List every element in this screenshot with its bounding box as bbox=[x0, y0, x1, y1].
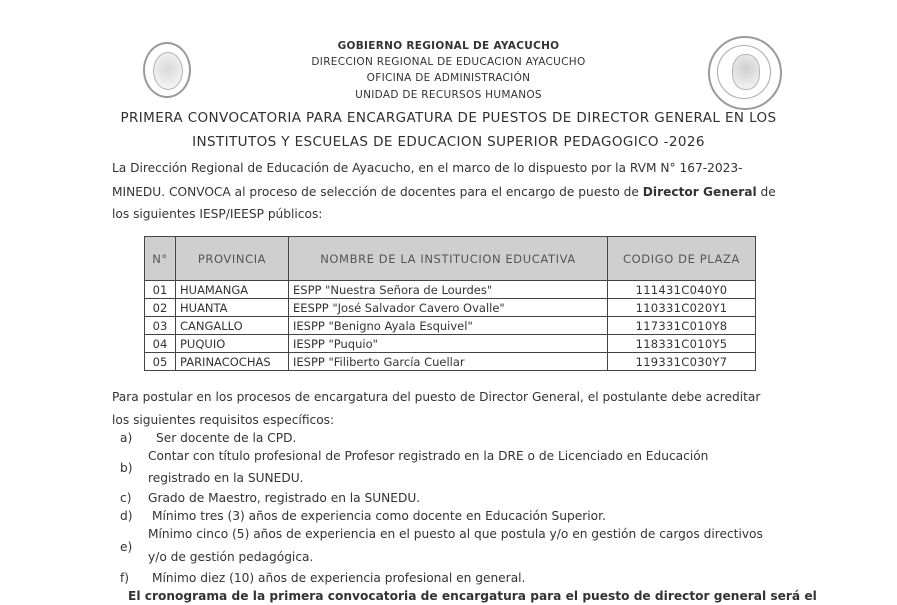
requirements-intro-line1: Para postular en los procesos de encargatura del puesto de Director General, el postulante debe acreditar bbox=[112, 390, 761, 404]
intro-line3: los siguientes IESP/IEESP públicos: bbox=[112, 207, 323, 221]
cell-code: 117331C010Y8 bbox=[608, 317, 756, 335]
cell-province: HUAMANGA bbox=[176, 281, 289, 299]
requirement-text: Mínimo diez (10) años de experiencia profesional en general. bbox=[152, 571, 526, 585]
cell-code: 110331C020Y1 bbox=[608, 299, 756, 317]
institutions-table bbox=[144, 236, 756, 371]
table-row bbox=[145, 353, 756, 371]
table-row bbox=[145, 281, 756, 299]
cell-number: 04 bbox=[145, 335, 176, 353]
col-header-code: CODIGO DE PLAZA bbox=[608, 237, 756, 281]
cell-code: 118331C010Y5 bbox=[608, 335, 756, 353]
cell-number: 02 bbox=[145, 299, 176, 317]
cell-province: PUQUIO bbox=[176, 335, 289, 353]
requirement-text-cont: registrado en la SUNEDU. bbox=[148, 471, 304, 485]
requirement-text: Mínimo cinco (5) años de experiencia en el puesto al que postula y/o en gestión de cargos directivos bbox=[148, 527, 763, 541]
header-directorate: DIRECCION REGIONAL DE EDUCACION AYACUCHO bbox=[311, 56, 586, 68]
col-header-number: N° bbox=[145, 237, 176, 281]
requirement-letter: c) bbox=[120, 491, 132, 505]
header-government: GOBIERNO REGIONAL DE AYACUCHO bbox=[337, 40, 560, 52]
cell-institution: EESPP "José Salvador Cavero Ovalle" bbox=[289, 299, 608, 317]
cell-number: 03 bbox=[145, 317, 176, 335]
cell-institution: IESPP "Benigno Ayala Esquivel" bbox=[289, 317, 608, 335]
table-row bbox=[145, 335, 756, 353]
requirement-text: Mínimo tres (3) años de experiencia como docente en Educación Superior. bbox=[152, 509, 606, 523]
cell-number: 01 bbox=[145, 281, 176, 299]
table-row bbox=[145, 317, 756, 335]
header-office: OFICINA DE ADMINISTRACIÓN bbox=[366, 72, 531, 84]
requirement-text: Ser docente de la CPD. bbox=[156, 431, 297, 445]
document-title-line2: INSTITUTOS Y ESCUELAS DE EDUCACION SUPERIOR PEDAGOGICO -2026 bbox=[192, 134, 705, 150]
cell-province: PARINACOCHAS bbox=[176, 353, 289, 371]
cell-institution: ESPP "Nuestra Señora de Lourdes" bbox=[289, 281, 608, 299]
requirement-letter: a) bbox=[120, 431, 133, 445]
requirement-letter: e) bbox=[120, 540, 133, 554]
cell-institution: IESPP "Filiberto García Cuellar bbox=[289, 353, 608, 371]
requirements-intro-line2: los siguientes requisitos específicos: bbox=[112, 413, 335, 427]
intro-line2: MINEDU. CONVOCA al proceso de selección de docentes para el encargo de puesto de Director General de bbox=[112, 185, 776, 199]
col-header-institution: NOMBRE DE LA INSTITUCION EDUCATIVA bbox=[289, 237, 608, 281]
requirement-letter: b) bbox=[120, 461, 133, 475]
requirement-letter: f) bbox=[120, 571, 130, 585]
requirement-text: Grado de Maestro, registrado en la SUNEDU. bbox=[148, 491, 421, 505]
cell-code: 111431C040Y0 bbox=[608, 281, 756, 299]
table-header-row bbox=[145, 237, 756, 281]
requirement-letter: d) bbox=[120, 509, 133, 523]
requirement-text: Contar con título profesional de Profesor registrado en la DRE o de Licenciado en Educación bbox=[148, 449, 709, 463]
requirement-text-cont: y/o de gestión pedagógica. bbox=[148, 550, 314, 564]
cell-province: CANGALLO bbox=[176, 317, 289, 335]
cell-code: 119331C030Y7 bbox=[608, 353, 756, 371]
col-header-province: PROVINCIA bbox=[176, 237, 289, 281]
cell-institution: IESPP "Puquio" bbox=[289, 335, 608, 353]
intro-line1: La Dirección Regional de Educación de Ayacucho, en el marco de lo dispuesto por la RVM N° 167-2023- bbox=[112, 161, 743, 175]
cell-number: 05 bbox=[145, 353, 176, 371]
document-title-line1: PRIMERA CONVOCATORIA PARA ENCARGATURA DE PUESTOS DE DIRECTOR GENERAL EN LOS bbox=[120, 110, 777, 126]
header-unit: UNIDAD DE RECURSOS HUMANOS bbox=[355, 89, 542, 101]
table-row bbox=[145, 299, 756, 317]
cell-province: HUANTA bbox=[176, 299, 289, 317]
schedule-closing-line: El cronograma de la primera convocatoria de encargatura para el puesto de director general será el bbox=[128, 589, 817, 603]
